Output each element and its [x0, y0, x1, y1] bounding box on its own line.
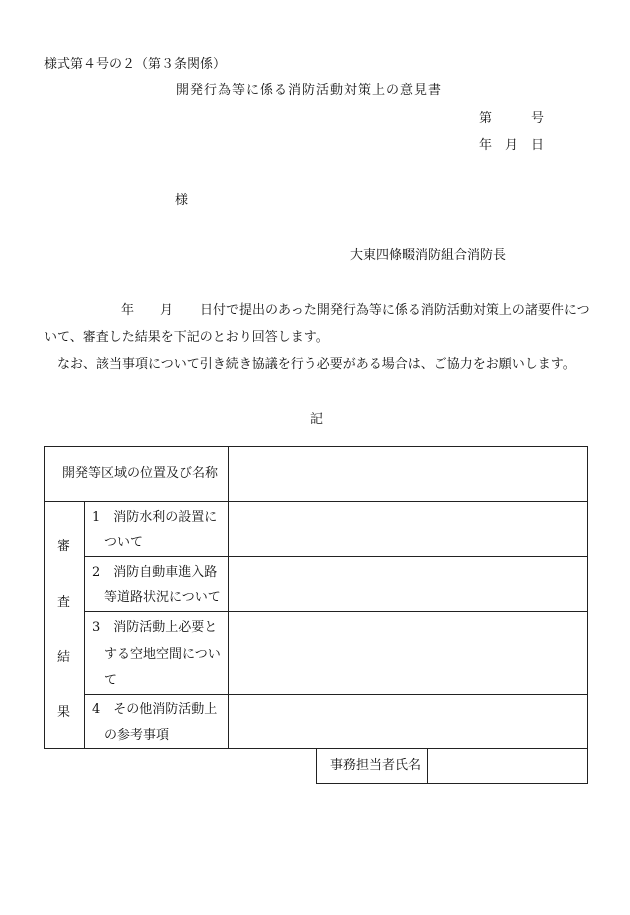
item-4-answer[interactable]	[232, 697, 584, 746]
addressee-suffix: 様	[175, 193, 189, 208]
sender: 大東四條畷消防組合消防長	[350, 248, 507, 263]
item-2-line-2: 等道路状況について	[104, 590, 221, 605]
doc-number-go: 号	[531, 111, 545, 126]
item-1-line-1: 1 消防水利の設置に	[92, 510, 218, 525]
item-4-line-2: の参考事項	[104, 728, 170, 743]
body-month: 月	[160, 303, 174, 318]
item-4-line-1: 4 その他消防活動上	[92, 702, 218, 717]
item-3-answer[interactable]	[232, 614, 584, 692]
doc-number-dai: 第	[479, 111, 493, 126]
item-2-line-1: 2 消防自動車進入路	[92, 565, 218, 580]
item-3-line-1: 3 消防活動上必要と	[92, 620, 218, 635]
body-year: 年	[121, 303, 135, 318]
body-line2: いて、審査した結果を下記のとおり回答します。	[44, 330, 329, 345]
item-3-line-3: て	[104, 673, 118, 688]
date-year: 年	[479, 138, 493, 153]
document-title: 開発行為等に係る消防活動対策上の意見書	[176, 83, 443, 98]
review-label-char: 結	[57, 650, 71, 665]
location-value[interactable]	[232, 449, 584, 499]
body-line1: 日付で提出のあった開発行為等に係る消防活動対策上の諸要件につ	[200, 303, 590, 318]
item-1-answer[interactable]	[232, 504, 584, 554]
form-number: 様式第４号の２（第３条関係）	[44, 57, 227, 72]
review-label-char: 査	[57, 595, 71, 610]
ki-heading: 記	[310, 412, 324, 427]
item-2-answer[interactable]	[232, 559, 584, 609]
body-line3: なお、該当事項について引き続き協議を行う必要がある場合は、ご協力をお願いします。	[57, 357, 576, 372]
date-day: 日	[531, 138, 545, 153]
staff-name-field[interactable]	[431, 751, 584, 781]
item-3-line-2: する空地空間につい	[104, 647, 221, 662]
staff-label: 事務担当者氏名	[330, 758, 422, 773]
item-1-line-2: ついて	[104, 535, 144, 550]
location-label: 開発等区域の位置及び名称	[62, 466, 219, 481]
review-label-char: 審	[57, 539, 71, 554]
review-label-char: 果	[57, 705, 71, 720]
date-month: 月	[505, 138, 519, 153]
